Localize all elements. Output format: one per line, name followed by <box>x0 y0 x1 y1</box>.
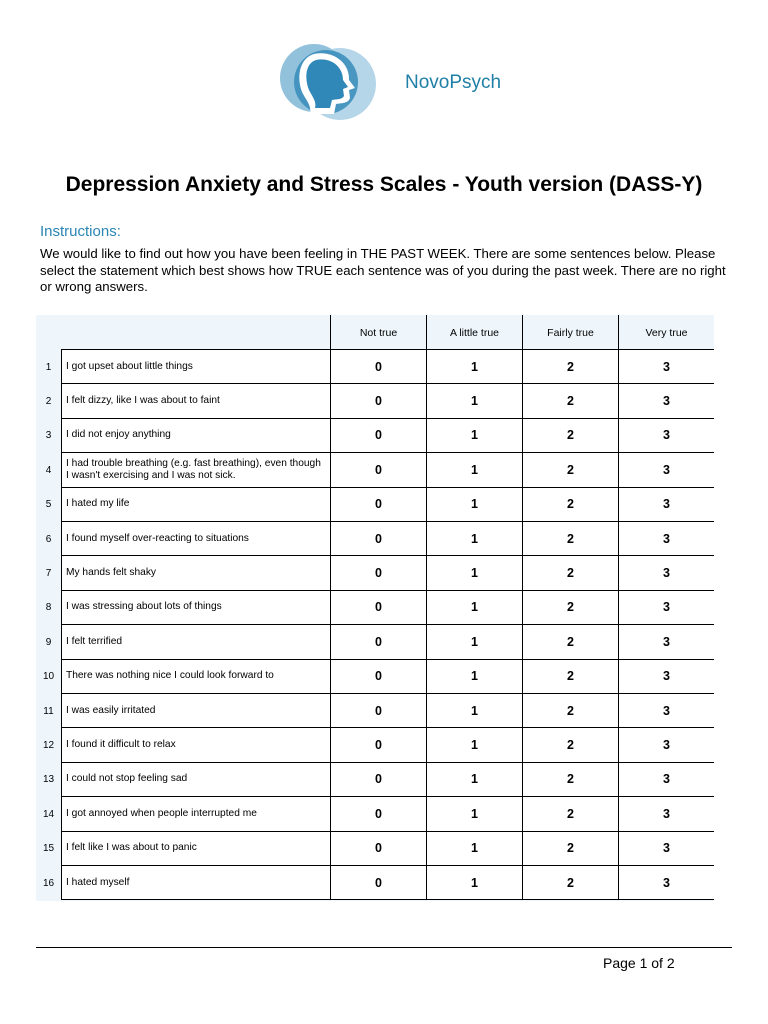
item-number: 10 <box>42 671 55 683</box>
item-number: 15 <box>42 843 55 855</box>
score-option-a-little-true[interactable]: 1 <box>426 453 522 487</box>
score-option-not-true[interactable]: 0 <box>330 832 426 866</box>
item-number: 1 <box>45 361 52 373</box>
table-row <box>36 522 714 556</box>
score-option-fairly-true[interactable]: 2 <box>522 625 618 659</box>
table-row <box>36 556 714 590</box>
score-option-a-little-true[interactable]: 1 <box>426 591 522 625</box>
score-option-very-true[interactable]: 3 <box>618 384 714 418</box>
score-option-a-little-true[interactable]: 1 <box>426 797 522 831</box>
score-option-not-true[interactable]: 0 <box>330 488 426 522</box>
score-option-not-true[interactable]: 0 <box>330 728 426 762</box>
score-option-not-true[interactable]: 0 <box>330 522 426 556</box>
item-statement: I felt terrified <box>61 625 330 659</box>
table-row <box>36 384 714 418</box>
score-option-very-true[interactable]: 3 <box>618 625 714 659</box>
table-row <box>36 694 714 728</box>
score-option-fairly-true[interactable]: 2 <box>522 591 618 625</box>
score-option-very-true[interactable]: 3 <box>618 660 714 694</box>
item-statement: I was stressing about lots of things <box>61 591 330 625</box>
item-statement: I found it difficult to relax <box>61 728 330 762</box>
table-row <box>36 763 714 797</box>
column-header-a-little-true: A little true <box>426 315 522 350</box>
item-number: 8 <box>45 602 52 614</box>
score-option-not-true[interactable]: 0 <box>330 625 426 659</box>
item-number: 16 <box>42 877 55 889</box>
score-option-a-little-true[interactable]: 1 <box>426 625 522 659</box>
item-number: 4 <box>45 464 52 476</box>
score-option-very-true[interactable]: 3 <box>618 866 714 900</box>
column-header-very-true: Very true <box>618 315 714 350</box>
column-header-fairly-true: Fairly true <box>522 315 618 350</box>
score-option-fairly-true[interactable]: 2 <box>522 488 618 522</box>
table-row <box>36 797 714 831</box>
score-option-fairly-true[interactable]: 2 <box>522 763 618 797</box>
score-option-very-true[interactable]: 3 <box>618 522 714 556</box>
item-statement: I could not stop feeling sad <box>61 763 330 797</box>
table-row <box>36 625 714 659</box>
item-statement: I hated my life <box>61 488 330 522</box>
item-number: 5 <box>45 499 52 511</box>
score-option-very-true[interactable]: 3 <box>618 556 714 590</box>
score-option-not-true[interactable]: 0 <box>330 694 426 728</box>
table-row <box>36 866 714 900</box>
score-option-fairly-true[interactable]: 2 <box>522 556 618 590</box>
item-statement: There was nothing nice I could look forward to <box>61 660 330 694</box>
score-option-a-little-true[interactable]: 1 <box>426 832 522 866</box>
item-number: 2 <box>45 396 52 408</box>
item-number: 14 <box>42 808 55 820</box>
score-option-a-little-true[interactable]: 1 <box>426 384 522 418</box>
score-option-fairly-true[interactable]: 2 <box>522 350 618 384</box>
item-number: 9 <box>45 636 52 648</box>
score-option-fairly-true[interactable]: 2 <box>522 866 618 900</box>
score-option-very-true[interactable]: 3 <box>618 591 714 625</box>
item-statement: I got annoyed when people interrupted me <box>61 797 330 831</box>
score-option-a-little-true[interactable]: 1 <box>426 522 522 556</box>
table-row <box>36 350 714 384</box>
score-option-a-little-true[interactable]: 1 <box>426 866 522 900</box>
score-option-fairly-true[interactable]: 2 <box>522 694 618 728</box>
score-option-very-true[interactable]: 3 <box>618 694 714 728</box>
table-row <box>36 728 714 762</box>
score-option-not-true[interactable]: 0 <box>330 350 426 384</box>
instructions-text: We would like to find out how you have been feeling in THE PAST WEEK. There are some sentences below. Please select the statement which best shows how TRUE each sentence was of you during the past week. There are no right or wrong answers. <box>40 246 726 294</box>
footer-divider <box>36 947 732 948</box>
score-option-fairly-true[interactable]: 2 <box>522 660 618 694</box>
score-option-very-true[interactable]: 3 <box>618 350 714 384</box>
item-statement: I got upset about little things <box>61 350 330 384</box>
score-option-not-true[interactable]: 0 <box>330 419 426 453</box>
item-number: 11 <box>43 705 54 717</box>
item-number: 12 <box>42 740 55 752</box>
table-row <box>36 453 714 487</box>
item-number: 13 <box>42 774 55 786</box>
instructions-heading: Instructions: <box>40 223 121 240</box>
item-statement: I had trouble breathing (e.g. fast breathing), even though I wasn't exercising and I was not sick. <box>61 453 330 487</box>
score-option-not-true[interactable]: 0 <box>330 591 426 625</box>
score-option-not-true[interactable]: 0 <box>330 384 426 418</box>
score-option-a-little-true[interactable]: 1 <box>426 660 522 694</box>
score-option-not-true[interactable]: 0 <box>330 556 426 590</box>
item-statement: My hands felt shaky <box>61 556 330 590</box>
item-statement: I felt dizzy, like I was about to faint <box>61 384 330 418</box>
score-option-a-little-true[interactable]: 1 <box>426 556 522 590</box>
document-title: Depression Anxiety and Stress Scales - Youth version (DASS-Y) <box>65 173 703 196</box>
score-option-very-true[interactable]: 3 <box>618 488 714 522</box>
score-option-fairly-true[interactable]: 2 <box>522 522 618 556</box>
item-number: 3 <box>45 430 52 442</box>
item-number: 7 <box>45 568 52 580</box>
score-option-very-true[interactable]: 3 <box>618 419 714 453</box>
table-row <box>36 591 714 625</box>
item-statement: I was easily irritated <box>61 694 330 728</box>
score-option-not-true[interactable]: 0 <box>330 866 426 900</box>
score-option-very-true[interactable]: 3 <box>618 728 714 762</box>
item-statement: I felt like I was about to panic <box>61 832 330 866</box>
item-number: 6 <box>45 533 52 545</box>
score-option-a-little-true[interactable]: 1 <box>426 350 522 384</box>
score-option-a-little-true[interactable]: 1 <box>426 488 522 522</box>
score-option-not-true[interactable]: 0 <box>330 797 426 831</box>
score-option-not-true[interactable]: 0 <box>330 660 426 694</box>
table-row <box>36 488 714 522</box>
item-statement: I hated myself <box>61 866 330 900</box>
table-row <box>36 832 714 866</box>
score-option-not-true[interactable]: 0 <box>330 763 426 797</box>
score-option-a-little-true[interactable]: 1 <box>426 763 522 797</box>
page-number: Page 1 of 2 <box>603 955 675 971</box>
table-row <box>36 660 714 694</box>
score-option-very-true[interactable]: 3 <box>618 797 714 831</box>
novopsych-logo-icon <box>270 32 382 132</box>
score-option-fairly-true[interactable]: 2 <box>522 728 618 762</box>
score-option-a-little-true[interactable]: 1 <box>426 419 522 453</box>
brand-name: NovoPsych <box>405 72 502 93</box>
score-option-very-true[interactable]: 3 <box>618 763 714 797</box>
score-option-a-little-true[interactable]: 1 <box>426 728 522 762</box>
score-option-fairly-true[interactable]: 2 <box>522 419 618 453</box>
score-option-fairly-true[interactable]: 2 <box>522 797 618 831</box>
score-option-a-little-true[interactable]: 1 <box>426 694 522 728</box>
score-option-very-true[interactable]: 3 <box>618 453 714 487</box>
score-option-fairly-true[interactable]: 2 <box>522 832 618 866</box>
score-option-very-true[interactable]: 3 <box>618 832 714 866</box>
column-header-not-true: Not true <box>330 315 426 350</box>
table-row <box>36 419 714 453</box>
score-option-not-true[interactable]: 0 <box>330 453 426 487</box>
item-statement: I found myself over-reacting to situations <box>61 522 330 556</box>
score-option-fairly-true[interactable]: 2 <box>522 384 618 418</box>
score-option-fairly-true[interactable]: 2 <box>522 453 618 487</box>
item-statement: I did not enjoy anything <box>61 419 330 453</box>
